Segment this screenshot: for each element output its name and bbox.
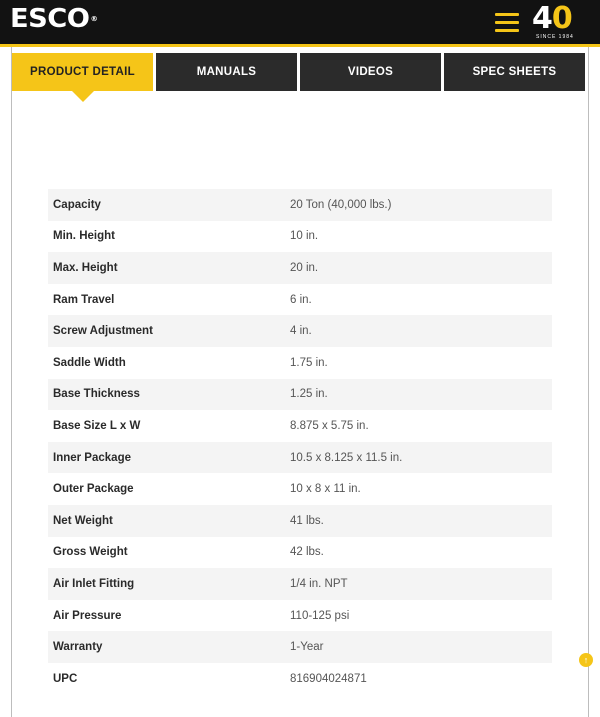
spec-value: 8.875 x 5.75 in. <box>290 419 369 432</box>
menu-bar <box>495 21 519 24</box>
spec-value: 10 in. <box>290 230 319 243</box>
logo-text: ESCO <box>10 4 90 34</box>
spec-label: Warranty <box>53 641 103 654</box>
spec-row <box>48 505 552 537</box>
spec-label: Max. Height <box>53 261 118 274</box>
spec-label: Gross Weight <box>53 546 128 559</box>
anniversary-four: 4 <box>532 1 552 36</box>
spec-row <box>48 221 552 253</box>
tab-videos[interactable]: VIDEOS <box>300 53 441 91</box>
spec-row <box>48 189 552 221</box>
tab-manuals[interactable]: MANUALS <box>156 53 297 91</box>
spec-value: 20 Ton (40,000 lbs.) <box>290 198 392 211</box>
anniversary-zero: 0 <box>551 1 572 36</box>
spec-value: 20 in. <box>290 261 319 274</box>
spec-value: 4 in. <box>290 325 312 338</box>
anniversary-number <box>532 3 572 35</box>
registered-mark: ® <box>90 15 98 23</box>
spec-label: Inner Package <box>53 451 131 464</box>
arrow-up-icon: ↑ <box>583 655 589 665</box>
esco-logo[interactable] <box>10 6 97 32</box>
spec-row <box>48 410 552 442</box>
spec-value: 1.75 in. <box>290 356 328 369</box>
spec-row <box>48 284 552 316</box>
spec-label: Ram Travel <box>53 293 115 306</box>
spec-label: Base Size L x W <box>53 419 141 432</box>
menu-bar <box>495 13 519 16</box>
spec-label: Air Pressure <box>53 609 122 622</box>
spec-row <box>48 600 552 632</box>
spec-row <box>48 568 552 600</box>
spec-row <box>48 252 552 284</box>
site-header <box>0 0 600 44</box>
spec-row <box>48 379 552 411</box>
spec-label: Outer Package <box>53 483 134 496</box>
spec-label: Net Weight <box>53 514 113 527</box>
spec-label: Base Thickness <box>53 388 140 401</box>
spec-value: 42 lbs. <box>290 546 324 559</box>
spec-value: 816904024871 <box>290 672 367 685</box>
spec-label: Capacity <box>53 198 101 211</box>
spec-label: UPC <box>53 672 78 685</box>
spec-value: 10.5 x 8.125 x 11.5 in. <box>290 451 403 464</box>
spec-value: 1-Year <box>290 641 324 654</box>
spec-row <box>48 473 552 505</box>
spec-value: 1/4 in. NPT <box>290 577 348 590</box>
spec-value: 6 in. <box>290 293 312 306</box>
specs-table <box>48 189 552 695</box>
spec-row <box>48 631 552 663</box>
spec-label: Saddle Width <box>53 356 126 369</box>
menu-bar <box>495 29 519 32</box>
spec-label: Min. Height <box>53 230 115 243</box>
spec-value: 10 x 8 x 11 in. <box>290 483 361 496</box>
spec-row <box>48 537 552 569</box>
tab-product-detail[interactable]: PRODUCT DETAIL <box>12 53 153 91</box>
spec-value: 1.25 in. <box>290 388 328 401</box>
tab-spec-sheets[interactable]: SPEC SHEETS <box>444 53 585 91</box>
anniversary-logo <box>532 3 594 41</box>
active-tab-pointer <box>72 91 94 102</box>
spec-row <box>48 663 552 695</box>
anniversary-since: SINCE 1984 <box>536 34 574 40</box>
hamburger-menu-icon[interactable] <box>495 13 519 33</box>
spec-row <box>48 347 552 379</box>
spec-value: 41 lbs. <box>290 514 324 527</box>
spec-label: Air Inlet Fitting <box>53 577 135 590</box>
spec-row <box>48 442 552 474</box>
product-tabs <box>12 53 588 91</box>
scroll-to-top-button[interactable] <box>579 653 593 667</box>
spec-label: Screw Adjustment <box>53 325 153 338</box>
spec-row <box>48 315 552 347</box>
spec-value: 110-125 psi <box>290 609 350 622</box>
